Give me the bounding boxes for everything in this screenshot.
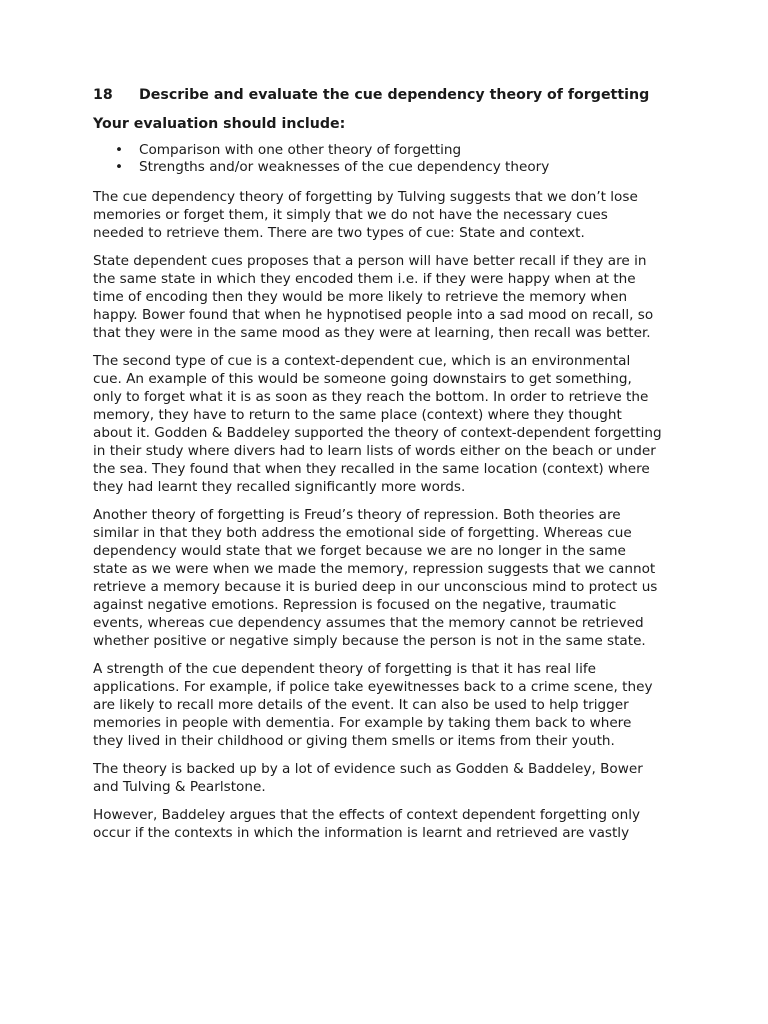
list-item [93, 159, 663, 176]
paragraph-state-dependent: State dependent cues proposes that a person will have better recall if they are in the same state in which they encoded them i.e. if they were happy when at the time of encoding then they would be more likely to retrieve the memory when happy. Bower found that when he hypnotised people into a sad mood on recall, so that they were in the same mood as they were at learning, then recall was better. [93, 253, 654, 341]
paragraph-weakness: However, Baddeley argues that the effects of context dependent forgetting only occur if the contexts in which the information is learnt and retrieved are vastly [93, 807, 641, 841]
evaluation-heading: Your evaluation should include: [93, 116, 346, 132]
list-item [93, 142, 663, 159]
list-item-text: Comparison with one other theory of forgetting [139, 142, 462, 158]
bullet-icon: • [115, 142, 124, 158]
question-number: 18 [93, 87, 113, 103]
list-item-text: Strengths and/or weaknesses of the cue dependency theory [139, 159, 550, 175]
bullet-icon: • [115, 159, 124, 175]
paragraph-evidence: The theory is backed up by a lot of evidence such as Godden & Baddeley, Bower and Tulving & Pearlstone. [93, 761, 643, 795]
paragraph-context-dependent: The second type of cue is a context-dependent cue, which is an environmental cue. An example of this would be someone going downstairs to get something, only to forget what it is as soon as they reach the bottom. In order to retrieve the memory, they have to return to the same place (context) where they thought about it. Godden & Baddeley supported the theory of context-dependent forgetting in their study where divers had to learn lists of words either on the beach or under the sea. They found that when they recalled in the same location (context) where they had learnt they recalled significantly more words. [93, 353, 662, 495]
question-title: Describe and evaluate the cue dependency theory of forgetting [139, 87, 650, 103]
paragraph-strength: A strength of the cue dependent theory of forgetting is that it has real life applications. For example, if police take eyewitnesses back to a crime scene, they are likely to recall more details of the event. It can also be used to help trigger memories in people with dementia. For example by taking them back to where they lived in their childhood or giving them smells or items from their youth. [93, 661, 653, 749]
paragraph-intro: The cue dependency theory of forgetting by Tulving suggests that we don’t lose memories or forget them, it simply that we do not have the necessary cues needed to retrieve them. There are two types of cue: State and context. [93, 189, 638, 241]
evaluation-criteria-list [93, 142, 663, 176]
document-page [93, 86, 663, 852]
question-heading [93, 86, 663, 104]
paragraph-repression-comparison: Another theory of forgetting is Freud’s theory of repression. Both theories are similar in that they both address the emotional side of forgetting. Whereas cue dependency would state that we forget because we are no longer in the same state as we were when we made the memory, repression suggests that we cannot retrieve a memory because it is buried deep in our unconscious mind to protect us against negative emotions. Repression is focused on the negative, traumatic events, whereas cue dependency assumes that the memory cannot be retrieved whether positive or negative simply because the person is not in the same state. [93, 507, 658, 649]
